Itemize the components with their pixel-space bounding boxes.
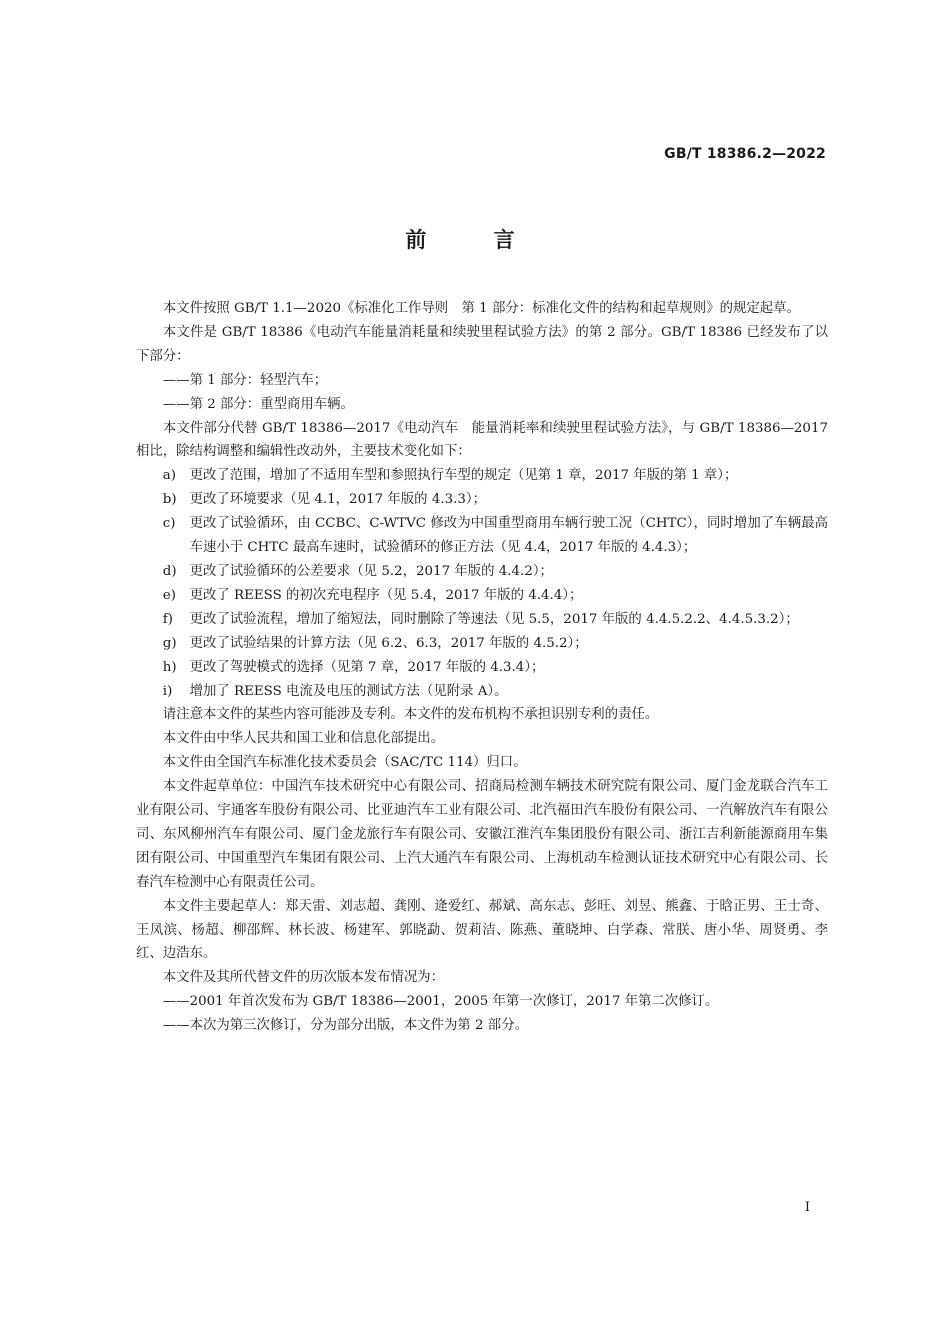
change-label: d) [162,563,177,579]
change-item [136,584,828,608]
change-text: 更改了试验循环的公差要求（见 5.2，2017 年版的 4.4.2）； [189,563,553,579]
change-label: f) [162,611,173,627]
paragraph: 本文件起草单位：中国汽车技术研究中心有限公司、招商局检测车辆技术研究院有限公司、厦门金龙联合汽车工业有限公司、宇通客车股份有限公司、比亚迪汽车工业有限公司、北汽福田汽车股份有限公司、一汽解放汽车有限公司、东风柳州汽车有限公司、厦门金龙旅行车有限公司、安徽江淮汽车集团股份有限公司、浙江吉利新能源商用车集团有限公司、中国重型汽车集团有限公司、上汽大通汽车有限公司、上海机动车检测认证技术研究中心有限公司、长春汽车检测中心有限责任公司。 [136,779,828,890]
paragraph: 本文件及其所代替文件的历次版本发布情况为： [162,970,444,986]
paragraph: 本文件由全国汽车标准化技术委员会（SAC/TC 114）归口。 [162,755,527,771]
page-number: I [804,1200,810,1215]
change-label: a) [162,468,177,484]
change-label: b) [162,492,177,508]
change-text: 更改了 REESS 的初次充电程序（见 5.4，2017 年版的 4.4.4）； [189,587,583,603]
change-item [136,656,828,680]
paragraph: 本文件主要起草人：郑天雷、刘志超、龚刚、逄爱红、郝斌、高东志、彭旺、刘昱、熊鑫、于晗正男、王士奇、王凤滨、杨超、柳邵辉、林长波、杨建军、郭晓勐、贺莉洁、陈燕、董晓坤、白学森、常朕、唐小华、周贤勇、李红、边浩东。 [136,898,828,962]
change-label: c) [162,516,176,532]
paragraph: 本文件是 GB/T 18386《电动汽车能量消耗量和续驶里程试验方法》的第 2 部分。GB/T 18386 已经发布了以下部分： [136,324,828,364]
change-item [136,632,828,656]
change-label: i) [162,683,173,699]
change-label: e) [162,587,176,603]
change-text: 更改了范围，增加了不适用车型和参照执行车型的规定（见第 1 章，2017 年版的第 1 章）； [189,468,738,484]
dash-item: ——2001 年首次发布为 GB/T 18386—2001，2005 年第一次修订，2017 年第二次修订。 [162,994,719,1010]
paragraph: 本文件按照 GB/T 1.1—2020《标准化工作导则 第 1 部分：标准化文件的结构和起草规则》的规定起草。 [162,301,800,316]
change-text: 更改了试验循环，由 CCBC、C-WTVC 修改为中国重型商用车辆行驶工况（CHTC），同时增加了车辆最高车速小于 CHTC 最高车速时，试验循环的修正方法（见 4.4，2017 年版的 4.4.3）； [189,516,828,556]
change-text: 更改了试验流程，增加了缩短法，同时删除了等速法（见 5.5，2017 年版的 4.4.5.2.2、4.4.5.3.2）； [189,611,799,627]
dash-item: ——第 1 部分：轻型汽车； [162,372,328,388]
change-text: 更改了环境要求（见 4.1，2017 年版的 4.3.3）； [189,492,486,508]
dash-item: ——第 2 部分：重型商用车辆。 [162,396,354,412]
change-item [136,464,828,488]
change-label: h) [162,659,177,675]
change-item [136,560,828,584]
paragraph: 本文件部分代替 GB/T 18386—2017《电动汽车 能量消耗率和续驶里程试验方法》，与 GB/T 18386—2017 相比，除结构调整和编辑性改动外，主要技术变化如下： [136,420,828,460]
change-item [136,512,828,560]
change-text: 更改了驾驶模式的选择（见第 7 章，2017 年版的 4.3.4）； [189,659,545,675]
change-item [136,680,828,704]
foreword-body [136,297,828,1038]
paragraph: 本文件由中华人民共和国工业和信息化部提出。 [162,731,444,747]
change-item [136,488,828,512]
page-title: 前 言 [405,228,545,252]
change-label: g) [162,635,177,651]
document-id: GB/T 18386.2—2022 [664,146,826,162]
dash-item: ——本次为第三次修订，分为部分出版，本文件为第 2 部分。 [162,1018,528,1034]
paragraph: 请注意本文件的某些内容可能涉及专利。本文件的发布机构不承担识别专利的责任。 [162,707,659,723]
change-text: 更改了试验结果的计算方法（见 6.2、6.3，2017 年版的 4.5.2）； [189,635,588,651]
change-item [136,608,828,632]
change-text: 增加了 REESS 电流及电压的测试方法（见附录 A）。 [189,683,508,699]
